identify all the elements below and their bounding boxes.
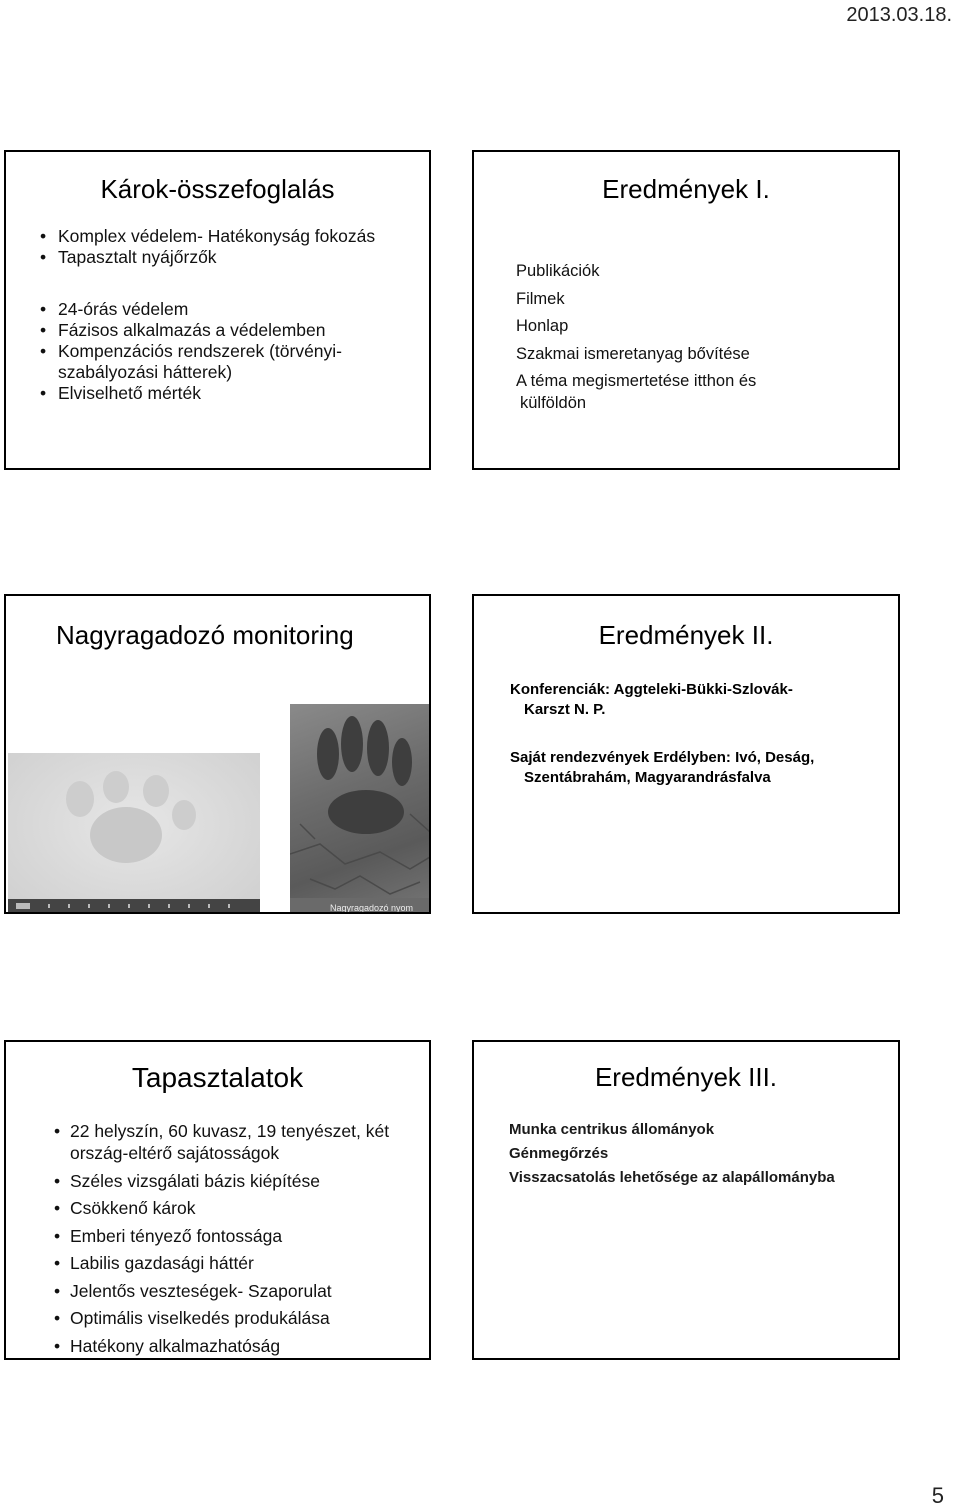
list-item: Publikációk — [516, 262, 600, 280]
list-item: A téma megismertetése itthon és — [516, 372, 757, 390]
list-item: • Csökkenő károk — [54, 1197, 414, 1219]
header-date: 2013.03.18. — [846, 4, 952, 26]
item-list — [516, 260, 896, 420]
list-item: Szakmai ismeretanyag bővítése — [516, 344, 750, 363]
item-list — [510, 680, 895, 816]
list-item: • 22 helyszín, 60 kuvasz, 19 tenyészet, két ország-eltérő sajátosságok — [54, 1120, 414, 1164]
item-line: Konferenciák: Aggteleki-Bükki-Szlovák- — [510, 681, 793, 698]
list-item: • Jelentős veszteségek- Szaporulat — [54, 1280, 414, 1302]
list-item: Visszacsatolás lehetősége az alapállományba — [509, 1169, 835, 1186]
list-item: • Komplex védelem- Hatékonyság fokozás — [40, 226, 410, 247]
list-item: Filmek — [516, 289, 565, 308]
bullet-list — [54, 1120, 414, 1360]
list-item: • Labilis gazdasági háttér — [54, 1252, 414, 1274]
claw-print-icon — [290, 704, 431, 914]
list-item: Honlap — [516, 317, 569, 335]
slide-title: Tapasztalatok — [131, 1062, 304, 1093]
list-item — [510, 680, 895, 720]
list-item: • Kompenzációs rendszerek (törvényi-szabályozási hátterek) — [40, 341, 410, 383]
list-item: • Széles vizsgálati bázis kiépítése — [54, 1170, 414, 1192]
slide-title: Nagyragadozó monitoring — [56, 620, 354, 650]
list-item — [510, 748, 895, 788]
list-item: • Elviselhető mérték — [40, 383, 410, 404]
slide-karok-osszefoglalas — [4, 150, 431, 470]
slide-title: Eredmények I. — [602, 174, 770, 204]
slide-eredmenyek-2 — [472, 594, 900, 914]
item-line: Karszt N. P. — [524, 701, 606, 718]
item-list — [509, 1118, 899, 1190]
list-item-continuation: külföldön — [520, 394, 587, 412]
slide-title: Károk-összefoglalás — [100, 174, 335, 204]
item-line: Szentábrahám, Magyarandrásfalva — [524, 769, 771, 786]
list-item: • Fázisos alkalmazás a védelemben — [40, 320, 410, 341]
slide-tapasztalatok — [4, 1040, 431, 1360]
photo-caption: Nagyragadozó nyom — [330, 903, 414, 913]
bullet-list — [40, 226, 410, 404]
paw-print-icon — [8, 753, 260, 913]
list-item: • Tapasztalt nyájőrzők — [40, 247, 410, 268]
item-line: Saját rendezvények Erdélyben: Ivó, Deság, — [510, 749, 815, 766]
list-item: • Hatékony alkalmazhatóság — [54, 1335, 414, 1357]
slide-title: Eredmények III. — [594, 1062, 778, 1092]
slide-eredmenyek-3 — [472, 1040, 900, 1360]
slide-nagyragadozo-monitoring — [4, 594, 431, 914]
page-number: 5 — [931, 1483, 944, 1508]
list-item: Génmegőrzés — [509, 1145, 609, 1162]
list-item: • Emberi tényező fontossága — [54, 1225, 414, 1247]
snow-track-photo — [8, 753, 260, 913]
slide-eredmenyek-1 — [472, 150, 900, 470]
mud-track-photo — [290, 704, 431, 914]
list-item: • 24-órás védelem — [40, 299, 410, 320]
list-item: Munka centrikus állományok — [509, 1121, 715, 1138]
slide-title: Eredmények II. — [598, 620, 774, 650]
list-item: • Optimális viselkedés produkálása — [54, 1307, 414, 1329]
